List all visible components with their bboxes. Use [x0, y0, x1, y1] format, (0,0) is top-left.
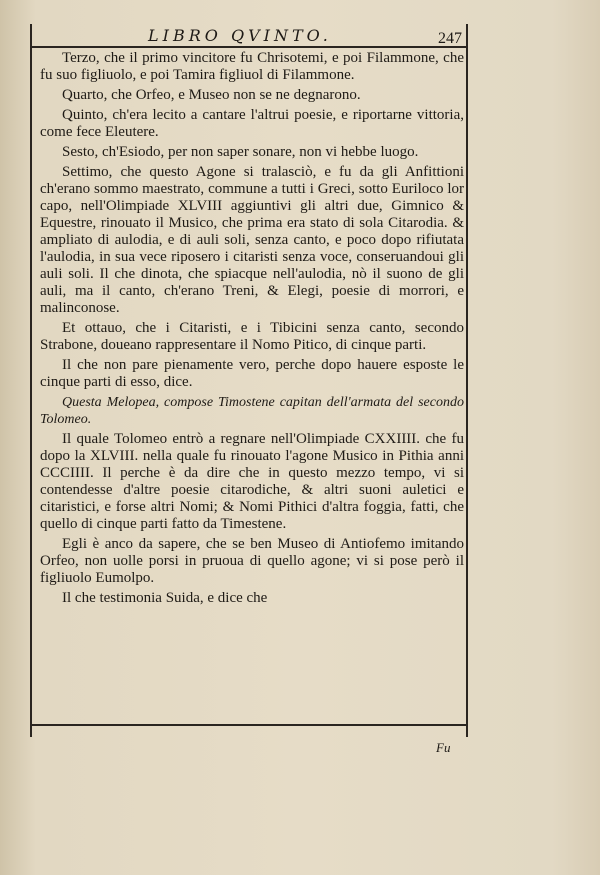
paragraph: Terzo, che il primo vincitore fu Chrisotemi, e poi Filammone, che fu suo figliuolo, e poi Tamira figliuol di Filammone.: [40, 50, 464, 83]
page-body: [40, 50, 464, 720]
paragraph: Il che testimonia Suida, e dice che: [62, 590, 268, 606]
page-number: 247: [438, 30, 462, 47]
right-rule: [466, 24, 468, 737]
paragraph: Quinto, ch'era lecito a cantare l'altrui poesie, e riportarne vittoria, come fece Eleutere.: [40, 107, 464, 140]
paragraph: Sesto, ch'Esiodo, per non saper sonare, non vi hebbe luogo.: [62, 144, 419, 160]
paragraph: Et ottauo, che i Citaristi, e i Tibicini senza canto, secondo Strabone, doueano rappresentare il Nomo Pitico, di cinque parti.: [40, 320, 464, 353]
italic-paragraph: Questa Melopea, compose Timostene capitan dell'armata del secondo Tolomeo.: [40, 395, 464, 427]
paragraph: Il quale Tolomeo entrò a regnare nell'Olimpiade CXXIIII. che fu dopo la XLVIII. nella quale fu rinouato l'agone Musico in Pithia anni CCCIIII. Il perche è da dire che in questo mezzo tempo, vi si contendesse d'altre poesie citarodiche, & altri suoni auletici e citaristici, e forse altri Nomi; & Nomi Pithici d'altra foggia, fatti, che quello di cinque parti fatto da Timestene.: [40, 431, 464, 532]
catchword: Fu: [436, 740, 451, 755]
paragraph: Settimo, che questo Agone si tralasciò, e fu da gli Anfittioni ch'erano sommo maestrato, commune a tutti i Greci, sotto Euriloco lor capo, nell'Olimpiade XLVIII aggiuntivi gli altri due, Gimnico & Equestre, rinouato il Musico, che prima era stato di sola Citarodia. & ampliato di aulodia, e di auli soli, senza canto, e poco dopo rifiutata l'aulodia, in sua vece riposero i citaristi senza voce, conseruandoui gli auli soli. Il che dinota, che spiacque nell'aulodia, nò il suono de gli auli, ma il canto, ch'erano Treni, & Elegi, poesie di morrori, e malinconose.: [40, 164, 464, 316]
paragraph: Egli è anco da sapere, che se ben Museo di Antiofemo imitando Orfeo, non uolle porsi in pruoua di quello agone; vi si pose però il figliuolo Eumolpo.: [40, 536, 464, 586]
paragraph: Quarto, che Orfeo, e Museo non se ne degnarono.: [62, 87, 361, 103]
text-frame: [30, 24, 468, 737]
footer-rule: [30, 724, 468, 726]
left-rule: [30, 24, 32, 737]
header-rule: [30, 46, 468, 48]
running-title: LIBRO QVINTO.: [148, 26, 332, 45]
paragraph: Il che non pare pienamente vero, perche dopo hauere esposte le cinque parti di esso, dice.: [40, 357, 464, 390]
